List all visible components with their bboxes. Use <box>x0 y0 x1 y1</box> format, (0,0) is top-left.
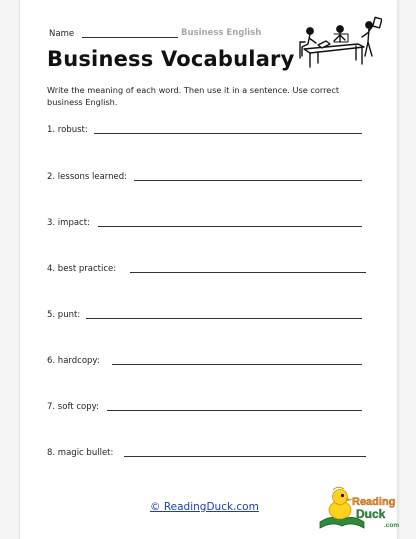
readingduck-logo <box>318 484 408 532</box>
subject-label: Business English <box>181 28 262 38</box>
item-5-answer-line[interactable] <box>86 318 362 319</box>
item-2-answer-line[interactable] <box>134 180 362 181</box>
name-label: Name <box>49 29 75 39</box>
item-8-answer-line[interactable] <box>124 456 366 457</box>
item-3-answer-line[interactable] <box>98 226 362 227</box>
item-8-label: 8. magic bullet: <box>47 448 114 458</box>
item-3-label: 3. impact: <box>47 218 90 228</box>
instructions-text: Write the meaning of each word. Then use it in a sentence. Use correct business English. <box>47 85 340 107</box>
logo-text-reading: Reading <box>352 496 396 508</box>
logo-text-com: .com <box>384 522 400 529</box>
item-1-label: 1. robust: <box>47 125 88 135</box>
item-4-label: 4. best practice: <box>47 264 117 274</box>
readingduck-link[interactable]: © ReadingDuck.com <box>150 501 259 513</box>
item-4-answer-line[interactable] <box>130 272 366 273</box>
logo-text-duck: Duck <box>356 507 386 521</box>
item-5-label: 5. punt: <box>47 310 81 320</box>
item-1-answer-line[interactable] <box>94 133 362 134</box>
item-2-label: 2. lessons learned: <box>47 172 127 182</box>
item-6-label: 6. hardcopy: <box>47 356 100 366</box>
business-meeting-clipart <box>296 16 382 72</box>
item-6-answer-line[interactable] <box>112 364 362 365</box>
name-field-line[interactable] <box>82 37 178 38</box>
worksheet-title: Business Vocabulary <box>47 47 295 71</box>
item-7-label: 7. soft copy: <box>47 402 99 412</box>
item-7-answer-line[interactable] <box>107 410 362 411</box>
